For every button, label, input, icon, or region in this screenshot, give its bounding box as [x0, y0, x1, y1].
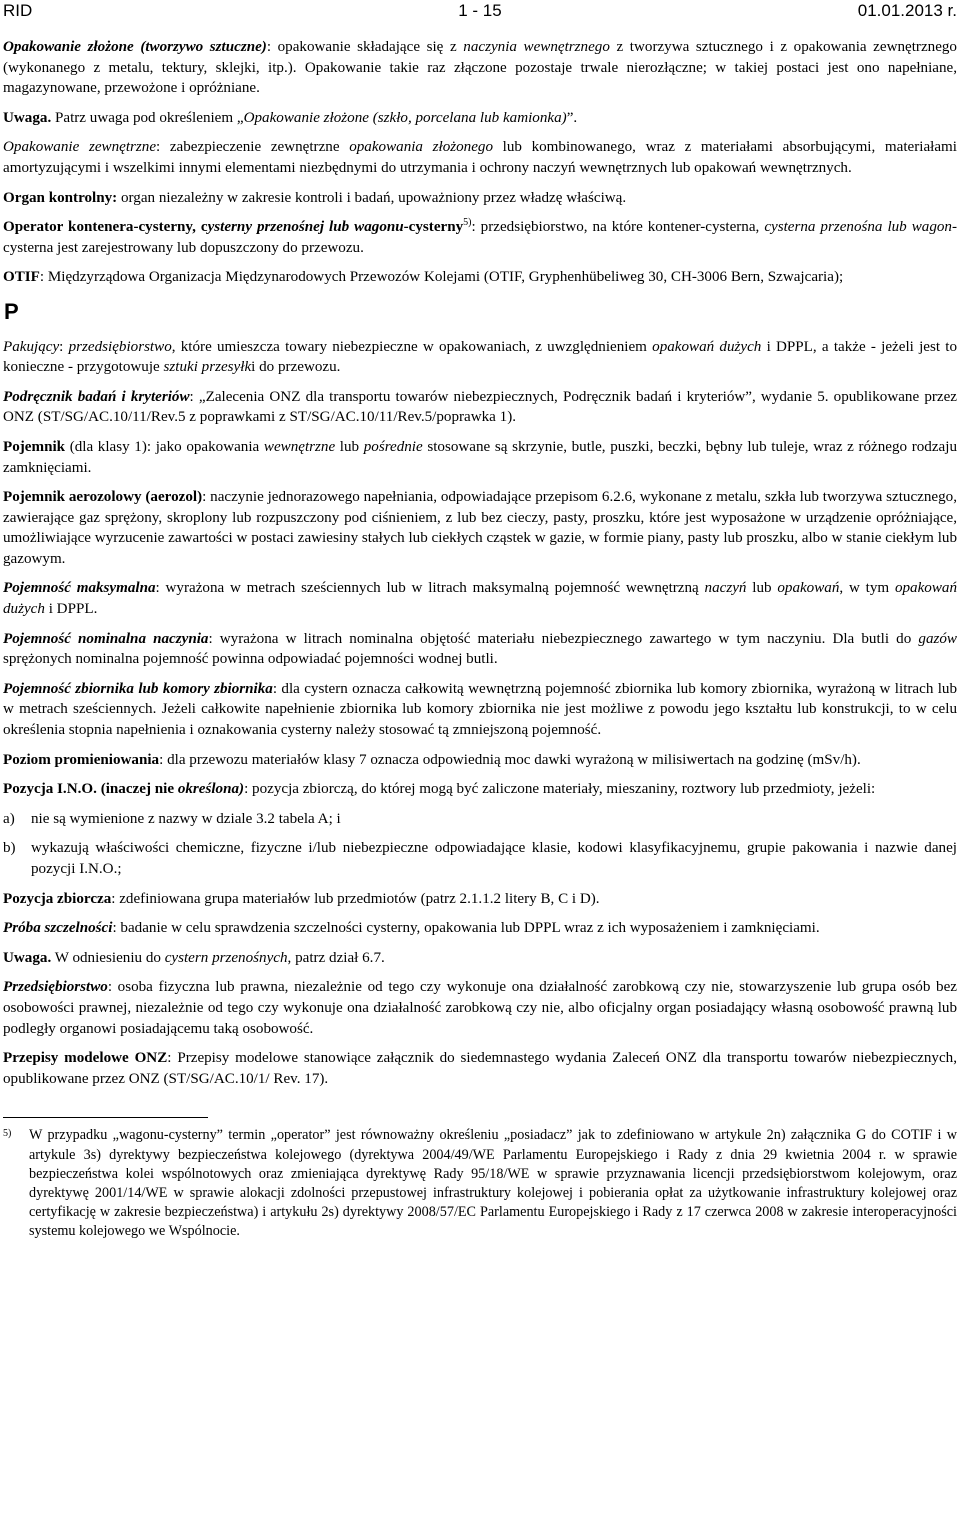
definition-text: : [59, 338, 69, 355]
definition-text: z tworzywa sztucznego i z opakowania zewnętrznego (wykonanego z metalu, tektury, sklejki, itp.). Opakowanie takie raz złączone pozostaje trwale nierozłączne; w takiej postaci jest ono napełniane, magazynowane, przewożone i opróżniane. [3, 39, 957, 97]
definition-text: : Międzyrządowa Organizacja Międzynarodowych Przewozów Kolejami (OTIF, Gryphenhübeliweg 30, CH-3006 Bern, Szwajcaria); [39, 269, 844, 286]
definition-text: : zabezpieczenie zewnętrzne [156, 139, 350, 156]
defined-term: opakowań dużych [652, 338, 762, 355]
header-date: 01.01.2013 r. [857, 1, 957, 20]
footnote-reference: 5) [463, 217, 472, 229]
defined-term: opakowania złożonego [349, 139, 493, 156]
definition-entry [3, 779, 957, 800]
defined-term: Pojemnik [3, 438, 66, 455]
definition-text: sprężonych nominalna pojemność powinna odpowiadać pojemności wodnej butli. [3, 651, 498, 668]
definition-entry [3, 108, 957, 129]
definition-text: lub [746, 580, 778, 597]
definition-entry [3, 217, 957, 258]
list-item-text: nie są wymienione z nazwy w dziale 3.2 tabela A; i [31, 810, 341, 827]
section-letter: P [4, 298, 19, 324]
defined-term: Pojemność maksymalna [3, 580, 156, 597]
list-item [3, 838, 957, 879]
header-page-number: 1 - 15 [458, 1, 502, 20]
definition-entry [3, 267, 957, 288]
definition-text: i do przewozu. [251, 359, 341, 376]
definition-entry [3, 188, 957, 209]
definition-text: : wyrażona w litrach nominalna objętość materiału niebezpiecznego zawartego w tym naczyniu. Dla butli do [208, 630, 919, 647]
defined-term: Podręcznik badań i kryteriów [3, 388, 190, 405]
definition-text: : przedsiębiorstwo, na które kontener-cysterna, [471, 219, 765, 236]
definition-entry [3, 1048, 957, 1089]
definition-text: : pozycja zbiorczą, do której mogą być zaliczone materiały, mieszaniny, roztwory lub przedmioty, jeżeli: [244, 781, 876, 798]
definition-entry [3, 948, 957, 969]
definition-text: i DPPL. [44, 601, 98, 618]
defined-term: przedsiębiorstwo [68, 338, 172, 355]
footnote-text: W przypadku „wagonu-cysterny” termin „operator” jest równoważny określeniu „posiadacz” jak to zdefiniowano w artykule 2n) załącznika G do COTIF i w artykule 3s) dyrektywy bezpieczeństwa kolejowego (dyrektywa 2004/49/WE Parlamentu Europejskiego i Rady z dnia 29 kwietnia 2004 r. w sprawie bezpieczeństwa kolei wspólnotowych oraz zmieniająca dyrektywę Rady 95/18/WE w sprawie przyznawania licencji przedsiębiorstwom kolejowym, oraz dyrektywę 2001/14/WE w sprawie alokacji zdolności przepustowej infrastruktury kolejowej i pobierania opłat za użytkowanie infrastruktury kolejowej oraz certyfikację w zakresie bezpieczeństwa) i artykułu 2s) dyrektywy 2008/57/EC Parlamentu Europejskiego i Rady z 17 czerwca 2008 w zakresie interoperacyjności systemu kolejowego we Wspólnocie. [29, 1127, 957, 1240]
defined-term: Pojemność nominalna naczynia [3, 630, 209, 647]
defined-term: cystern przenośnych [164, 949, 288, 966]
page-header [3, 0, 957, 21]
definition-entry [3, 889, 957, 910]
footnote [3, 1126, 957, 1241]
defined-term: gazów [918, 630, 957, 647]
list-item-label: a) [3, 810, 15, 827]
definition-text: , w tym [839, 580, 895, 597]
defined-term: Pozycja zbiorcza [3, 890, 112, 907]
defined-term: Przedsiębiorstwo [3, 979, 108, 996]
defined-term: opakowań [777, 580, 840, 597]
defined-term: -cysterny [403, 219, 464, 236]
definition-text: : dla przewozu materiałów klasy 7 oznacza odpowiednią moc dawki wyrażoną w milisiwertach na godzinę (mSv/h). [159, 751, 861, 768]
definition-entry [3, 337, 957, 378]
definition-entry [3, 578, 957, 619]
defined-term: cysterna przenośna lub wagon [764, 219, 952, 236]
list-item-label: b) [3, 840, 16, 857]
definition-text: -cysterna jest zarejestrowany lub dopuszczony do przewozu. [3, 219, 957, 256]
definition-text: : Przepisy modelowe stanowiące załącznik do siedemnastego wydania Zaleceń ONZ dla transportu towarów niebezpiecznych, opublikowane przez ONZ (ST/SG/AC.10/1/ Rev. 17). [3, 1050, 957, 1087]
defined-term: Uwaga. [3, 109, 52, 126]
defined-term: Opakowanie zewnętrzne [3, 139, 157, 156]
definition-text: lub [335, 438, 364, 455]
definition-text: : dla cystern oznacza całkowitą wewnętrzną pojemność zbiornika lub komory zbiornika, wyrażoną w litrach lub w metrach sześciennych. Jeżeli całkowite napełnienie zbiornika lub komory zbiornika nie jest możliwe z powodu jego kształtu lub konstrukcji, to w celu określenia stopnia napełnienia i oznakowania cysterny należy stosować tą zmniejszoną pojemność. [3, 680, 958, 739]
definition-text: : badanie w celu sprawdzenia szczelności cysterny, opakowania lub DPPL wraz z ich wyposażeniem i zamknięciami. [112, 920, 820, 937]
defined-term: określona) [177, 781, 245, 798]
definitions-block-3 [3, 889, 957, 1090]
definition-text: : osoba fizyczna lub prawna, niezależnie od tego czy wykonuje ona działalność zarobkową czy nie, stowarzyszenie lub grupa osób bez osobowości prawnej, niezależnie od tego czy wykonuje ona działalność zarobkową czy nie, albo oficjalny organ posiadający własną osobowość prawną lub podległy organowi posiadającemu taką osobowość. [3, 979, 957, 1037]
definition-text: lub kombinowanego, wraz z materiałami absorbującymi, materiałami amortyzującymi i wszelkimi innymi elementami niezbędnymi do utrzymania i ochrony naczyń wewnętrznych lub opakowań wewnętrznych. [3, 139, 957, 176]
definition-text: : opakowanie składające się z [266, 39, 464, 55]
definition-text: : naczynie jednorazowego napełniania, odpowiadające przepisom 6.2.6, wykonane z metalu, szkła lub tworzywa sztucznego, zawierające gaz sprężony, skroplony lub rozpuszczony pod ciśnieniem, z lub bez cieczy, pasty, proszku, które jest wyposażone w urządzenie opróżniające, umożliwiające wyrzucenie zawartości w postaci zawiesiny stałych lub ciekłych cząstek w gazie, w formie piany, pasty lub proszku, albo w stanie ciekłym lub gazowym. [3, 489, 957, 567]
definition-text: : „Zalecenia ONZ dla transportu towarów niebezpiecznych, Podręcznik badań i kryteriów”, wydanie 5. opublikowane przez ONZ (ST/SG/AC.10/11/Rev.5 z poprawkami z ST/SG/AC.10/11/Rev.5/poprawka 1). [3, 388, 958, 426]
definition-text: ”. [566, 109, 578, 126]
defined-term: Pojemnik aerozolowy (aerozol) [3, 489, 203, 506]
defined-term: opakowań dużych [3, 580, 957, 618]
definitions-block-2 [3, 337, 957, 800]
defined-term: Operator kontenera-cysterny, c [3, 219, 208, 236]
list-item [3, 809, 957, 830]
definition-text: : wyrażona w metrach sześciennych lub w litrach maksymalną pojemność wewnętrzną [155, 580, 705, 597]
defined-term: naczynia wewnętrznego [463, 39, 610, 55]
definition-entry [3, 387, 957, 428]
definition-entry [3, 750, 957, 771]
header-doc-name: RID [3, 1, 33, 20]
defined-term: Uwaga. [3, 949, 52, 966]
list-item-text: wykazują właściwości chemiczne, fizyczne i/lub niebezpieczne odpowiadające klasie, kodowi klasyfikacyjnemu, grupie pakowania i nazwie danej pozycji I.N.O.; [31, 840, 957, 877]
criteria-list [3, 809, 957, 880]
defined-term: Próba szczelności [3, 920, 113, 937]
defined-term: Pojemność zbiornika lub komory zbiornika [3, 680, 273, 697]
footnote-divider [3, 1117, 208, 1118]
definition-text: , które umieszcza towary niebezpieczne w opakowaniach, z uwzględnieniem [171, 338, 653, 355]
definition-text: stosowane są skrzynie, butle, puszki, beczki, bębny lub tuleje, wraz z różnego rodzaju zamknięciami. [3, 438, 957, 476]
definition-entry [3, 37, 957, 99]
definitions-block-1 [3, 37, 957, 288]
defined-term: wewnętrzne [263, 438, 336, 455]
definition-entry [3, 918, 957, 939]
defined-term: sztuki przesyłk [163, 359, 252, 376]
defined-term: OTIF [3, 269, 40, 286]
definition-entry [3, 137, 957, 178]
definition-entry [3, 629, 957, 670]
defined-term: Pakujący [3, 338, 60, 355]
defined-term: Organ kontrolny: [3, 189, 118, 206]
defined-term: Opakowanie złożone (tworzywo sztuczne) [3, 39, 267, 55]
defined-term: Przepisy modelowe ONZ [3, 1050, 168, 1067]
definition-entry [3, 487, 957, 569]
defined-term: ysterny przenośnej lub wagonu [207, 219, 404, 236]
definition-text: Patrz uwaga pod określeniem „ [51, 109, 244, 126]
definition-text: (dla klasy 1): jako opakowania [65, 438, 264, 455]
defined-term: naczyń [704, 580, 747, 597]
defined-term: (inaczej nie [100, 781, 178, 798]
defined-term: Pozycja I.N.O. [3, 781, 97, 798]
definition-text: , patrz dział 6.7. [287, 949, 385, 966]
definition-entry [3, 679, 957, 741]
definition-entry [3, 437, 957, 478]
defined-term: Opakowanie złożone (szkło, porcelana lub kamionka) [243, 109, 567, 126]
footnote-label: 5) [3, 1128, 12, 1140]
definition-text: W odniesieniu do [51, 949, 165, 966]
definition-entry [3, 977, 957, 1039]
definition-text: : zdefiniowana grupa materiałów lub przedmiotów (patrz 2.1.1.2 litery B, C i D). [111, 890, 600, 907]
definition-text: organ niezależny w zakresie kontroli i badań, upoważniony przez władzę właściwą. [117, 189, 627, 206]
definition-text: i DPPL, a także - jeżeli jest to konieczne - przygotowuje [3, 338, 958, 376]
defined-term: Poziom promieniowania [3, 751, 160, 768]
defined-term: pośrednie [363, 438, 423, 455]
